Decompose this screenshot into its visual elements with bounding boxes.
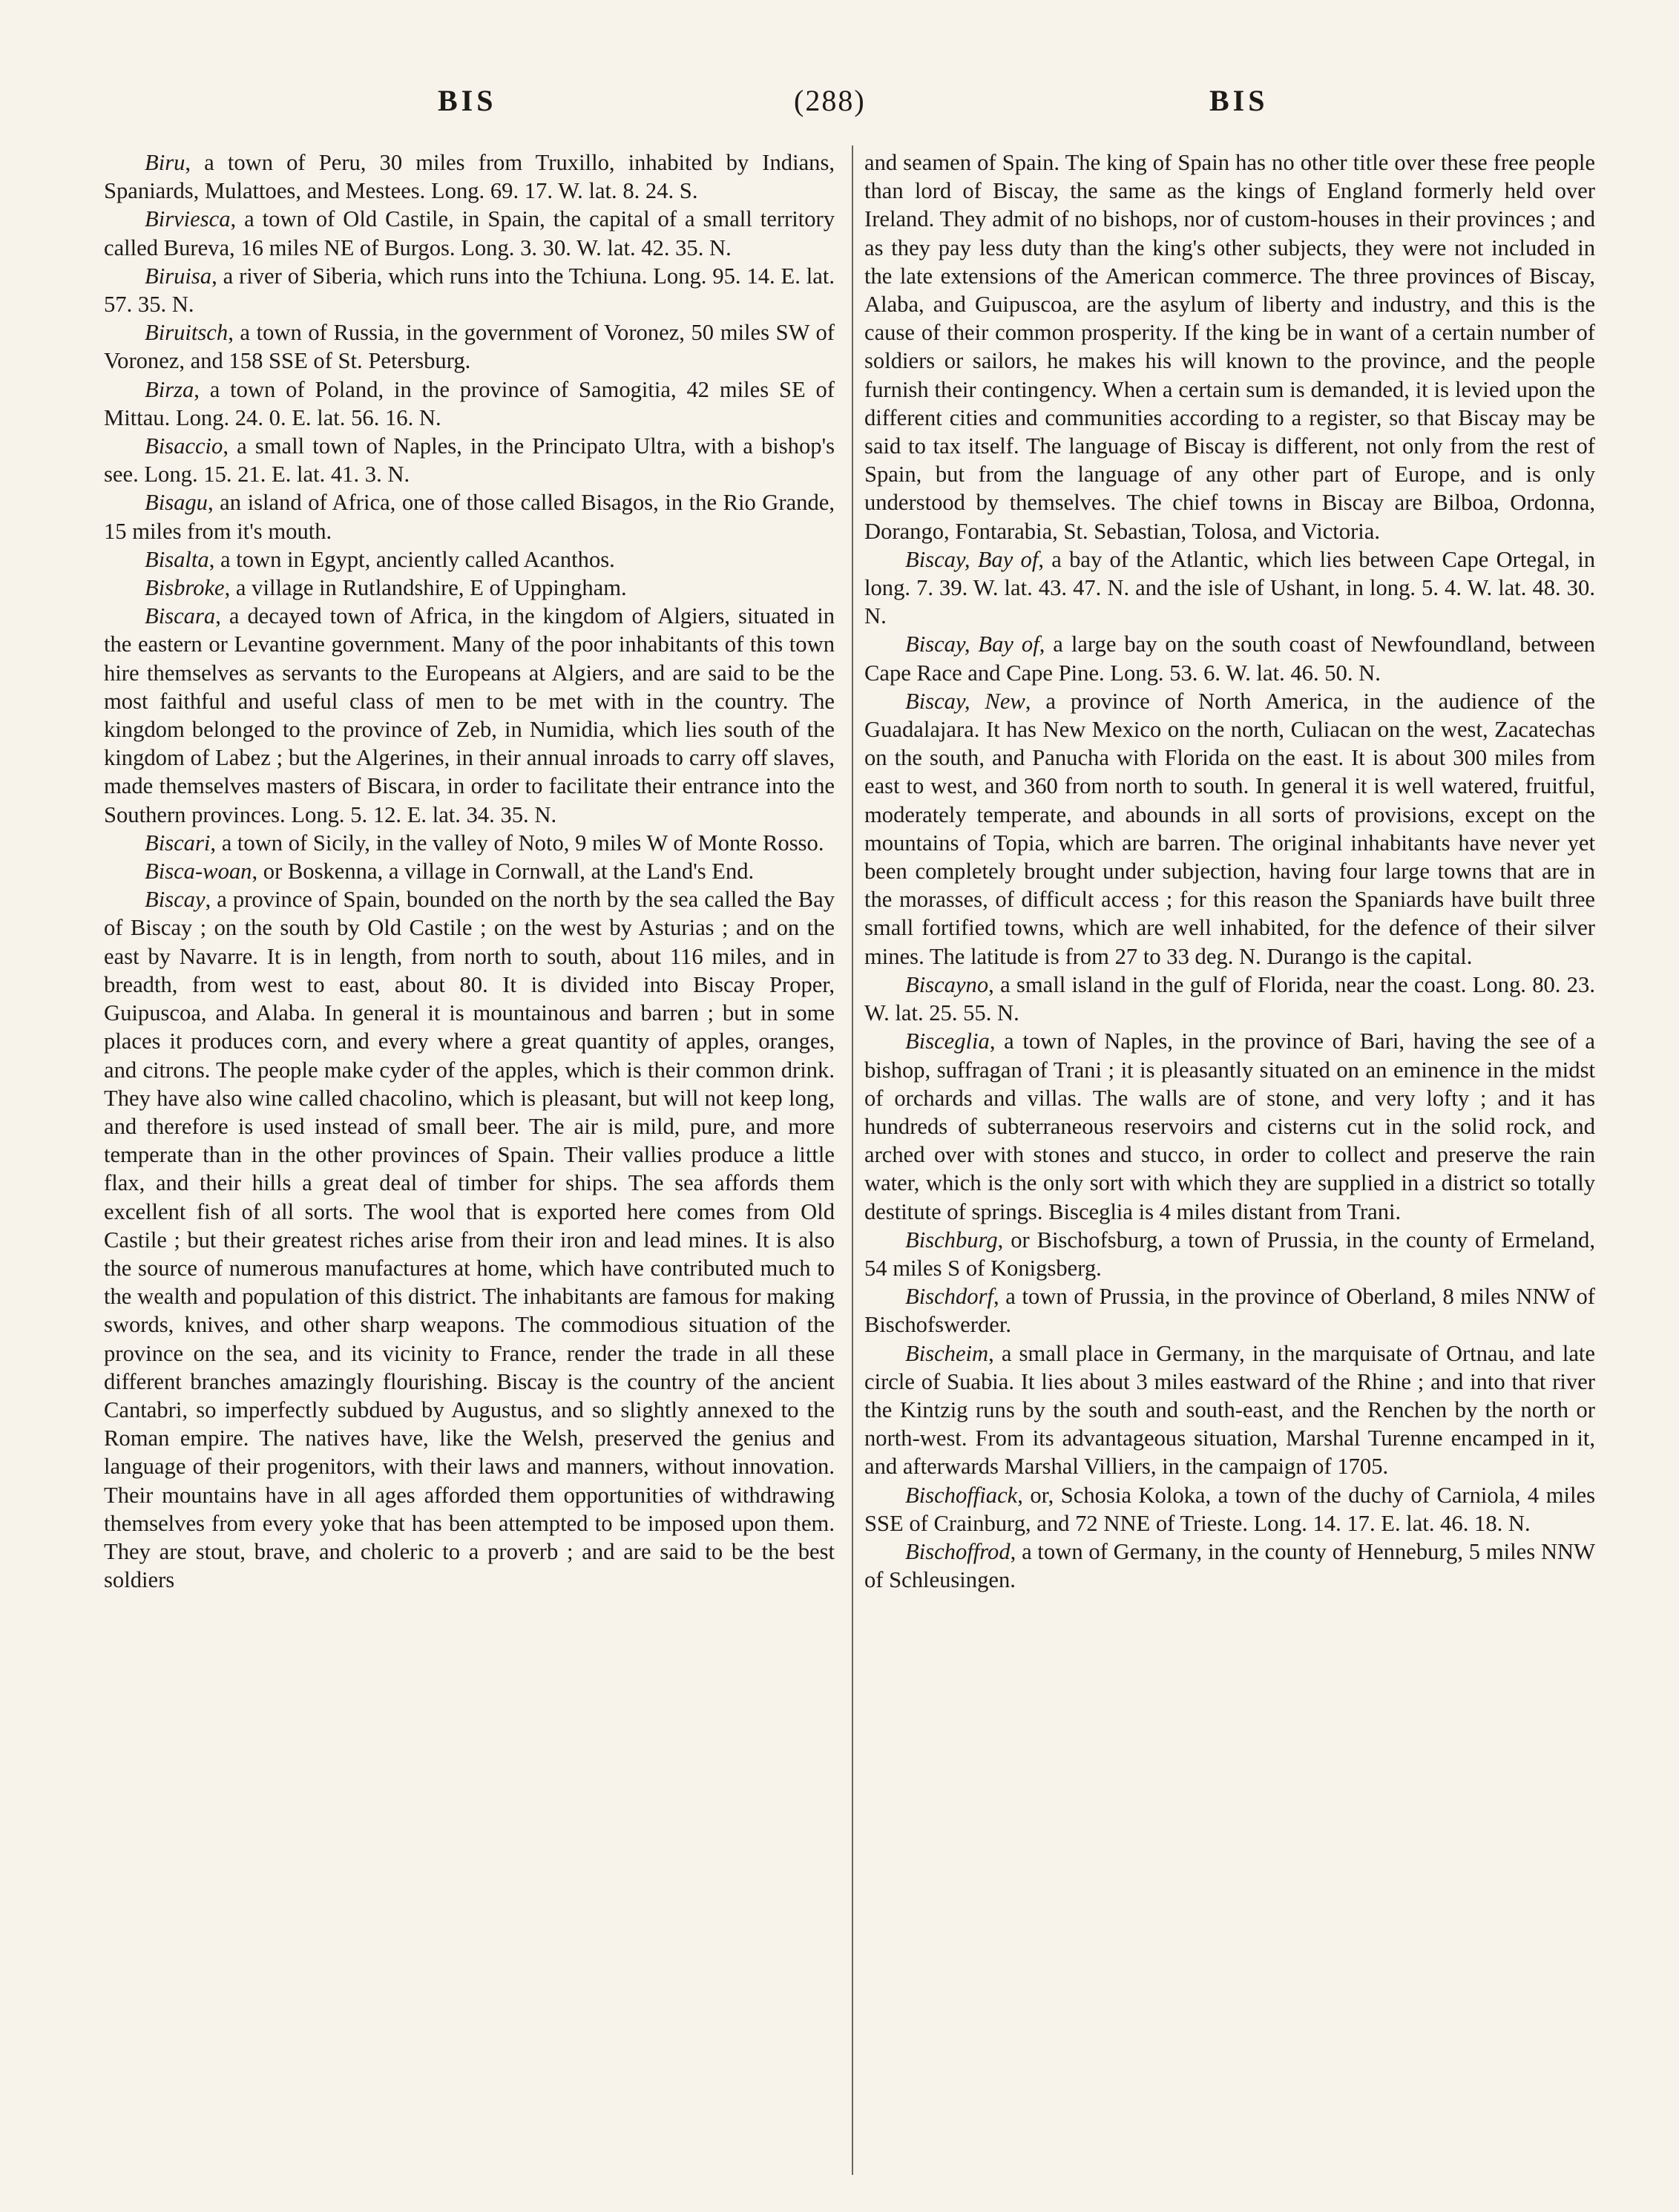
entry-biscay	[104, 885, 835, 1594]
headword: Biscay, New	[905, 688, 1025, 714]
entry-text: , or Bischofsburg, a town of Prussia, in the county of Ermeland, 54 miles S of Konigsberg.	[864, 1227, 1595, 1281]
entry-bischdorf	[864, 1282, 1595, 1339]
entry-text: , a town in Egypt, anciently called Acanthos.	[208, 546, 615, 572]
entry-biscayno	[864, 971, 1595, 1027]
headword: Bischoffiack	[905, 1482, 1018, 1508]
entry-biscay-new	[864, 687, 1595, 971]
entry-text: , an island of Africa, one of those called Bisagos, in the Rio Grande, 15 miles from it's mouth.	[104, 490, 835, 544]
headword: Bischeim	[905, 1340, 989, 1366]
headword: Biscari	[145, 830, 211, 856]
page-header	[111, 83, 1565, 135]
entry-text: , a town of Poland, in the province of Samogitia, 42 miles SE of Mittau. Long. 24. 0. E. lat. 56. 16. N.	[104, 376, 835, 430]
headword: Biruisa	[145, 263, 212, 289]
entry-text: , a small town of Naples, in the Principato Ultra, with a bishop's see. Long. 15. 21. E. lat. 41. 3. N.	[104, 433, 835, 488]
entry-bischoffiack	[864, 1481, 1595, 1537]
headword: Bisagu	[145, 490, 208, 516]
entry-text: , a town of Sicily, in the valley of Noto, 9 miles W of Monte Rosso.	[210, 830, 824, 856]
running-head-left: BIS	[438, 84, 497, 117]
entry-biscay-bay-of-atlantic	[864, 545, 1595, 631]
entry-text: , a village in Rutlandshire, E of Uppingham.	[224, 575, 627, 601]
right-column	[864, 148, 1595, 2174]
headword: Biscay	[145, 887, 206, 913]
headword: Bischdorf	[905, 1284, 993, 1310]
headword: Bisalta	[145, 546, 209, 572]
entry-biscara	[104, 602, 835, 829]
headword: Bisceglia	[905, 1028, 990, 1054]
entry-text: , a province of North America, in the audience of the Guadalajara. It has New Mexico on the north, Culiacan on the west, Zacatechas on the south, and Panucha with Florida on the east. It is about 300 miles from east to west, and 360 from north to south. In general it is well watered, fruitful, moderately temperate, and abounds in all sorts of provisions, except on the mountains of Topia, which are barren. The original inhabitants have never yet been completely brought under subjection, having four large towns that are in the morasses, of difficult access ; for this reason the Spaniards have built three small fortified towns, which are well inhabited, for the defence of their silver mines. The latitude is from 27 to 33 deg. N. Durango is the capital.	[864, 688, 1595, 969]
entry-bisalta	[104, 545, 835, 574]
entry-text: , a bay of the Atlantic, which lies between Cape Ortegal, in long. 7. 39. W. lat. 43. 47. N. and the isle of Ushant, in long. 5. 4. W. lat. 48. 30. N.	[864, 546, 1595, 629]
entry-text: , a river of Siberia, which runs into the Tchiuna. Long. 95. 14. E. lat. 57. 35. N.	[104, 263, 835, 318]
entry-text: , a town of Peru, 30 miles from Truxillo, inhabited by Indians, Spaniards, Mulattoes, and Mestees. Long. 69. 17. W. lat. 8. 24. S.	[104, 150, 835, 204]
entry-biru	[104, 148, 835, 205]
headword: Bisca-woan	[145, 859, 252, 885]
entry-text: , a province of Spain, bounded on the north by the sea called the Bay of Biscay ; on the south by Old Castile ; on the west by Asturias ; and on the east by Navarre. It is in length, from north to south, about 116 miles, and in breadth, from west to east, about 80. It is divided into Biscay Proper, Guipuscoa, and Alaba. In general it is mountainous and barren ; but in some places it produces corn, and every where a great quantity of apples, oranges, and citrons. The people make cyder of the apples, which is their common drink. They have also wine called chacolino, which is pleasant, but will not keep long, and therefore is used instead of small beer. The air is mild, pure, and more temperate than in the other provinces of Spain. Their vallies produce a little flax, and their hills a great deal of timber for ships. The sea affords them excellent fish of all sorts. The wool that is exported here comes from Old Castile ; but their greatest riches arise from their iron and lead mines. It is also the source of numerous manufactures at home, which have contributed much to the wealth and population of this district. The inhabitants are famous for making swords, knives, and other sharp weapons. The commodious situation of the province on the sea, and its vicinity to France, render the trade in all these different branches amazingly flourishing. Biscay is the country of the ancient Cantabri, so imperfectly subdued by Augustus, and so slightly annexed to the Roman empire. The natives have, like the Welsh, preserved the genius and language of their progenitors, with their laws and manners, without innovation. Their mountains have in all ages afforded them opportunities of withdrawing themselves from every yoke that has been attempted to be imposed upon them. They are stout, brave, and choleric to a proverb ; and are said to be the best soldiers	[104, 887, 835, 1593]
entry-bisbroke	[104, 574, 835, 602]
entry-birviesca	[104, 205, 835, 261]
entry-biruisa	[104, 262, 835, 318]
entry-bisaccio	[104, 432, 835, 488]
headword: Bisaccio	[145, 433, 223, 459]
entry-bisceglia	[864, 1027, 1595, 1225]
entry-text: , a town of Old Castile, in Spain, the capital of a small territory called Bureva, 16 miles NE of Burgos. Long. 3. 30. W. lat. 42. 35. N.	[104, 206, 835, 260]
entry-bisagu	[104, 488, 835, 545]
headword: Biscara	[145, 603, 216, 629]
entry-text: , a town of Prussia, in the province of Oberland, 8 miles NNW of Bischofswerder.	[864, 1284, 1595, 1338]
entry-birza	[104, 375, 835, 432]
headword: Biruitsch	[145, 320, 229, 346]
entry-bischoffrod	[864, 1537, 1595, 1594]
headword: Birza	[145, 376, 194, 402]
headword: Bischburg	[905, 1227, 998, 1253]
headword: Biscayno	[905, 971, 989, 997]
entry-text: , a decayed town of Africa, in the kingdom of Algiers, situated in the eastern or Levantine government. Many of the poor inhabitants of this town hire themselves as servants to the Europeans at Algiers, and are said to be the most faithful and useful class of men to be met with in the country. The kingdom belonged to the province of Zeb, in Numidia, which lies south of the kingdom of Labez ; but the Algerines, in their annual inroads to carry off slaves, made themselves masters of Biscara, in order to facilitate their entrance into the Southern provinces. Long. 5. 12. E. lat. 34. 35. N.	[104, 603, 835, 827]
headword: Birviesca	[145, 206, 231, 232]
entry-text: , or Boskenna, a village in Cornwall, at the Land's End.	[252, 859, 755, 885]
entry-bischeim	[864, 1339, 1595, 1481]
entry-biruitsch	[104, 318, 835, 375]
headword: Biscay, Bay of	[905, 631, 1039, 657]
entry-biscari	[104, 829, 835, 857]
running-head-right: BIS	[1209, 84, 1269, 117]
entry-text: and seamen of Spain. The king of Spain has no other title over these free people than lord of Biscay, the same as the kings of England formerly held over Ireland. They admit of no bishops, nor of custom-houses in their provinces ; and as they pay less duty than the king's other subjects, they were not included in the late extensions of the American commerce. The three provinces of Biscay, Alaba, and Guipuscoa, are the asylum of liberty and industry, and this is the cause of their common prosperity. If the king be in want of a certain number of soldiers or sailors, he makes his will known to the province, and the people furnish their contingency. When a certain sum is demanded, it is levied upon the different cities and communities according to a register, so that Biscay may be said to tax itself. The language of Biscay is different, not only from the rest of Spain, but from the language of any other part of Europe, and is only understood by themselves. The chief towns in Biscay are Bilboa, Ordonna, Dorango, Fontarabia, St. Sebastian, Tolosa, and Victoria.	[864, 150, 1595, 544]
entry-text: , a town of Russia, in the government of Voronez, 50 miles SW of Voronez, and 158 SSE of St. Petersburg.	[104, 320, 835, 374]
entry-text: , a town of Germany, in the county of Henneburg, 5 miles NNW of Schleusingen.	[864, 1538, 1595, 1593]
entry-biscay-bay-of-newfoundland	[864, 630, 1595, 686]
left-column	[104, 148, 835, 2174]
entry-bisca-woan	[104, 857, 835, 885]
entry-text: , or, Schosia Koloka, a town of the duchy of Carniola, 4 miles SSE of Crainburg, and 72 NNE of Trieste. Long. 14. 17. E. lat. 46. 18. N.	[864, 1482, 1595, 1536]
entry-biscay-continued	[864, 148, 1595, 545]
headword: Bischoffrod	[905, 1538, 1011, 1564]
entry-text: , a town of Naples, in the province of Bari, having the see of a bishop, suffragan of Trani ; it is pleasantly situated on an eminence in the midst of orchards and villas. The walls are of stone, and very lofty ; and it has hundreds of subterraneous reservoirs and cisterns cut in the solid rock, and arched over with stones and stucco, in order to collect and preserve the rain water, which is the only sort with which they are supplied in a district so totally destitute of springs. Bisceglia is 4 miles distant from Trani.	[864, 1028, 1595, 1224]
entry-bischburg	[864, 1226, 1595, 1282]
headword: Bisbroke	[145, 575, 225, 601]
entry-text: , a large bay on the south coast of Newfoundland, between Cape Race and Cape Pine. Long. 53. 6. W. lat. 46. 50. N.	[864, 631, 1595, 686]
headword: Biscay, Bay of	[905, 546, 1039, 572]
entry-text: , a small place in Germany, in the marquisate of Ortnau, and late circle of Suabia. It lies about 3 miles eastward of the Rhine ; and into that river the Kintzig runs by the south and south-east, and the Renchen by the north or north-west. From its advantageous situation, Marshal Turenne encamped in it, and afterwards Marshal Villiers, in the campaign of 1705.	[864, 1340, 1595, 1480]
headword: Biru	[145, 150, 185, 175]
page-number: (288)	[794, 84, 866, 117]
entry-text: , a small island in the gulf of Florida, near the coast. Long. 80. 23. W. lat. 25. 55. N.	[864, 971, 1595, 1026]
column-divider	[852, 145, 853, 2175]
